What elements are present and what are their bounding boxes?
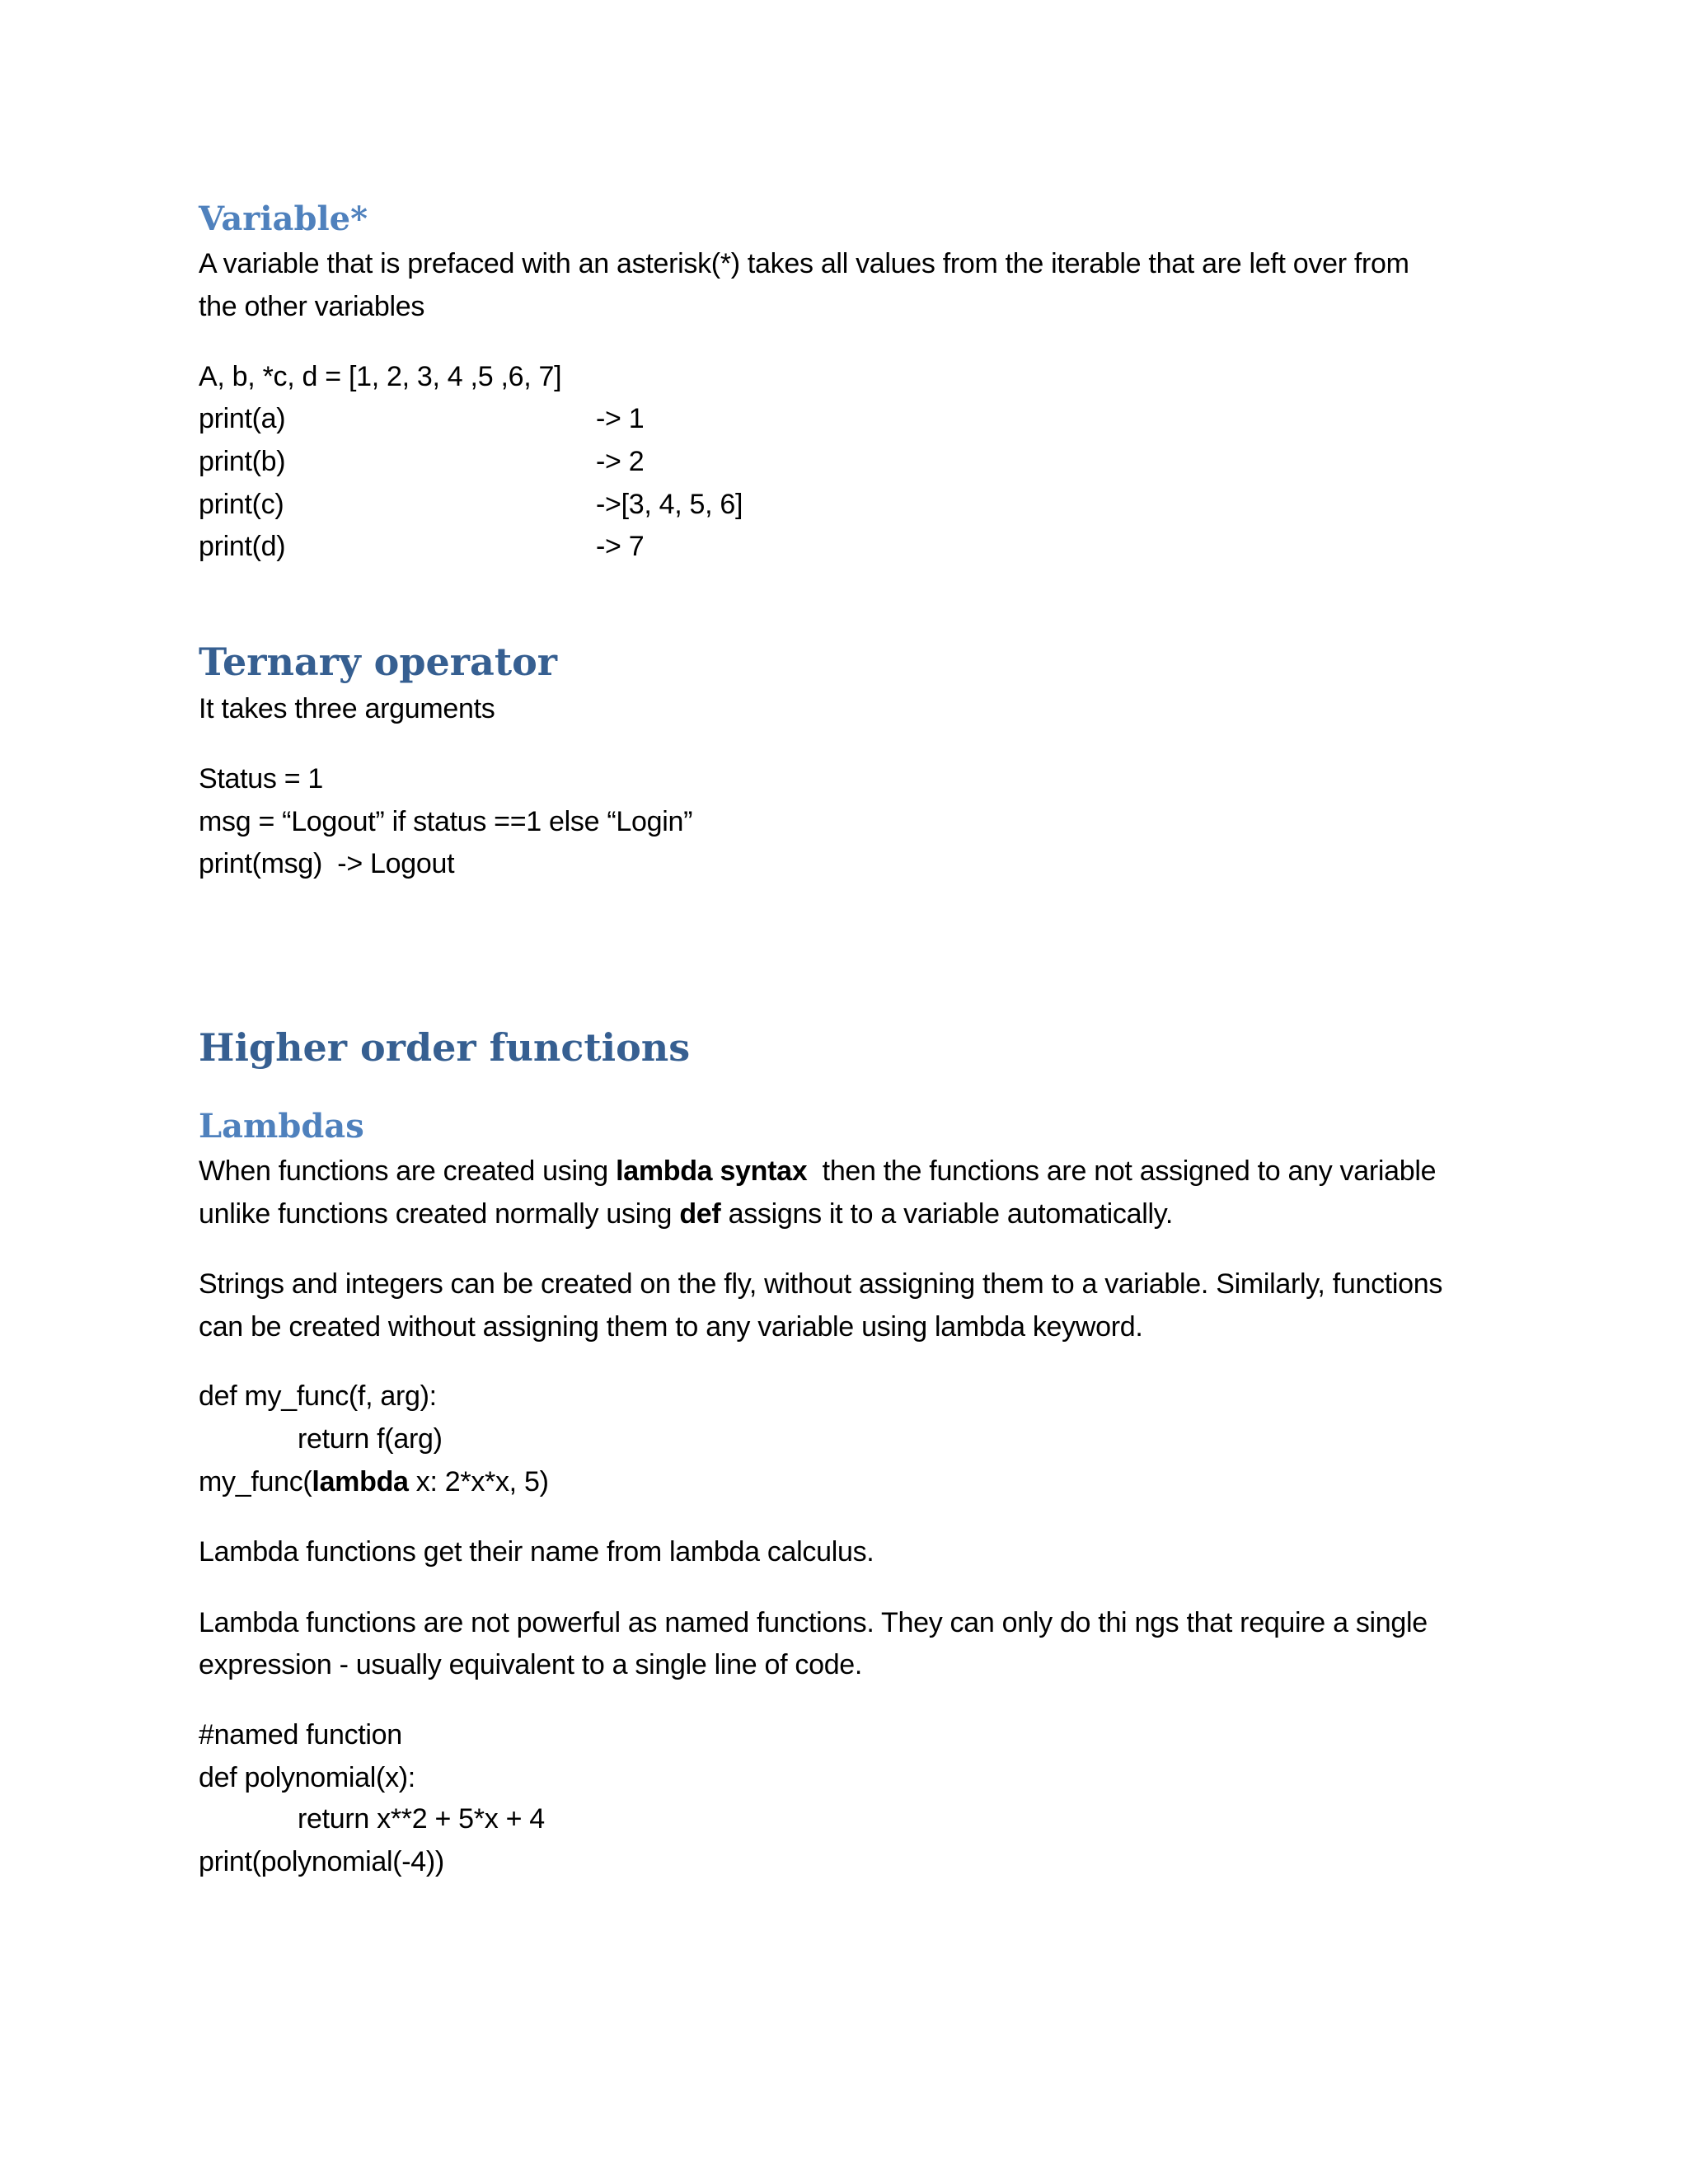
code-call: print(c) — [199, 489, 284, 520]
lambdas-paragraph2-line2: can be created without assigning them to any variable using lambda keyword. — [199, 1311, 1143, 1343]
lambdas-paragraph1-line2 — [199, 1200, 1173, 1228]
code-output: ->[3, 4, 5, 6] — [596, 489, 743, 520]
variable-row-d — [199, 531, 645, 562]
heading-higher-order-functions: Higher order functions — [199, 1025, 691, 1070]
variable-row-b — [199, 446, 645, 477]
lambdas-paragraph4-line2: expression - usually equivalent to a single line of code. — [199, 1649, 863, 1680]
text-run: x: 2*x*x, 5) — [408, 1466, 549, 1497]
heading-lambdas: Lambdas — [199, 1107, 364, 1146]
lambdas-code-return: return x**2 + 5*x + 4 — [298, 1803, 545, 1835]
code-output: -> 2 — [596, 446, 645, 477]
code-call: print(a) — [199, 403, 286, 434]
variable-desc-line2: the other variables — [199, 291, 425, 322]
lambdas-paragraph2-line1: Strings and integers can be created on the fly, without assigning them to a variable. Similarly, functions — [199, 1268, 1443, 1300]
code-output: -> 1 — [596, 403, 645, 434]
ternary-desc: It takes three arguments — [199, 693, 495, 724]
variable-desc-line1: A variable that is prefaced with an asterisk(*) takes all values from the iterable that are left over from — [199, 248, 1409, 279]
variable-row-a — [199, 403, 645, 434]
lambdas-code-print: print(polynomial(-4)) — [199, 1846, 444, 1877]
variable-assign-code: A, b, *c, d = [1, 2, 3, 4 ,5 ,6, 7] — [199, 361, 562, 392]
bold-run: def — [679, 1198, 721, 1230]
lambdas-paragraph3: Lambda functions get their name from lambda calculus. — [199, 1536, 874, 1568]
lambdas-paragraph4-line1: Lambda functions are not powerful as named functions. They can only do thi ngs that require a single — [199, 1607, 1428, 1638]
ternary-code-line1: Status = 1 — [199, 763, 324, 794]
bold-run: lambda — [312, 1466, 409, 1497]
code-call: print(b) — [199, 446, 286, 477]
lambdas-paragraph1-line1 — [199, 1157, 1436, 1185]
text-run: When functions are created using — [199, 1155, 617, 1187]
code-call: print(d) — [199, 531, 286, 562]
lambdas-code-line3 — [199, 1468, 549, 1496]
heading-variable: Variable* — [199, 199, 368, 238]
lambdas-code-comment: #named function — [199, 1719, 402, 1750]
lambdas-code-def: def polynomial(x): — [199, 1762, 415, 1793]
bold-run: lambda syntax — [616, 1155, 808, 1187]
text-run: assigns it to a variable automatically. — [720, 1198, 1174, 1230]
lambdas-code-line2: return f(arg) — [298, 1423, 443, 1455]
text-run: unlike functions created normally using — [199, 1198, 680, 1230]
variable-row-c — [199, 489, 743, 520]
ternary-code-line2: msg = “Logout” if status ==1 else “Login” — [199, 806, 693, 837]
text-run: my_func( — [199, 1466, 312, 1497]
lambdas-code-line1: def my_func(f, arg): — [199, 1380, 437, 1412]
ternary-code-line3: print(msg) -> Logout — [199, 848, 455, 879]
heading-ternary-operator: Ternary operator — [199, 640, 558, 684]
code-output: -> 7 — [596, 531, 645, 562]
text-run: then the functions are not assigned to any variable — [807, 1155, 1437, 1187]
